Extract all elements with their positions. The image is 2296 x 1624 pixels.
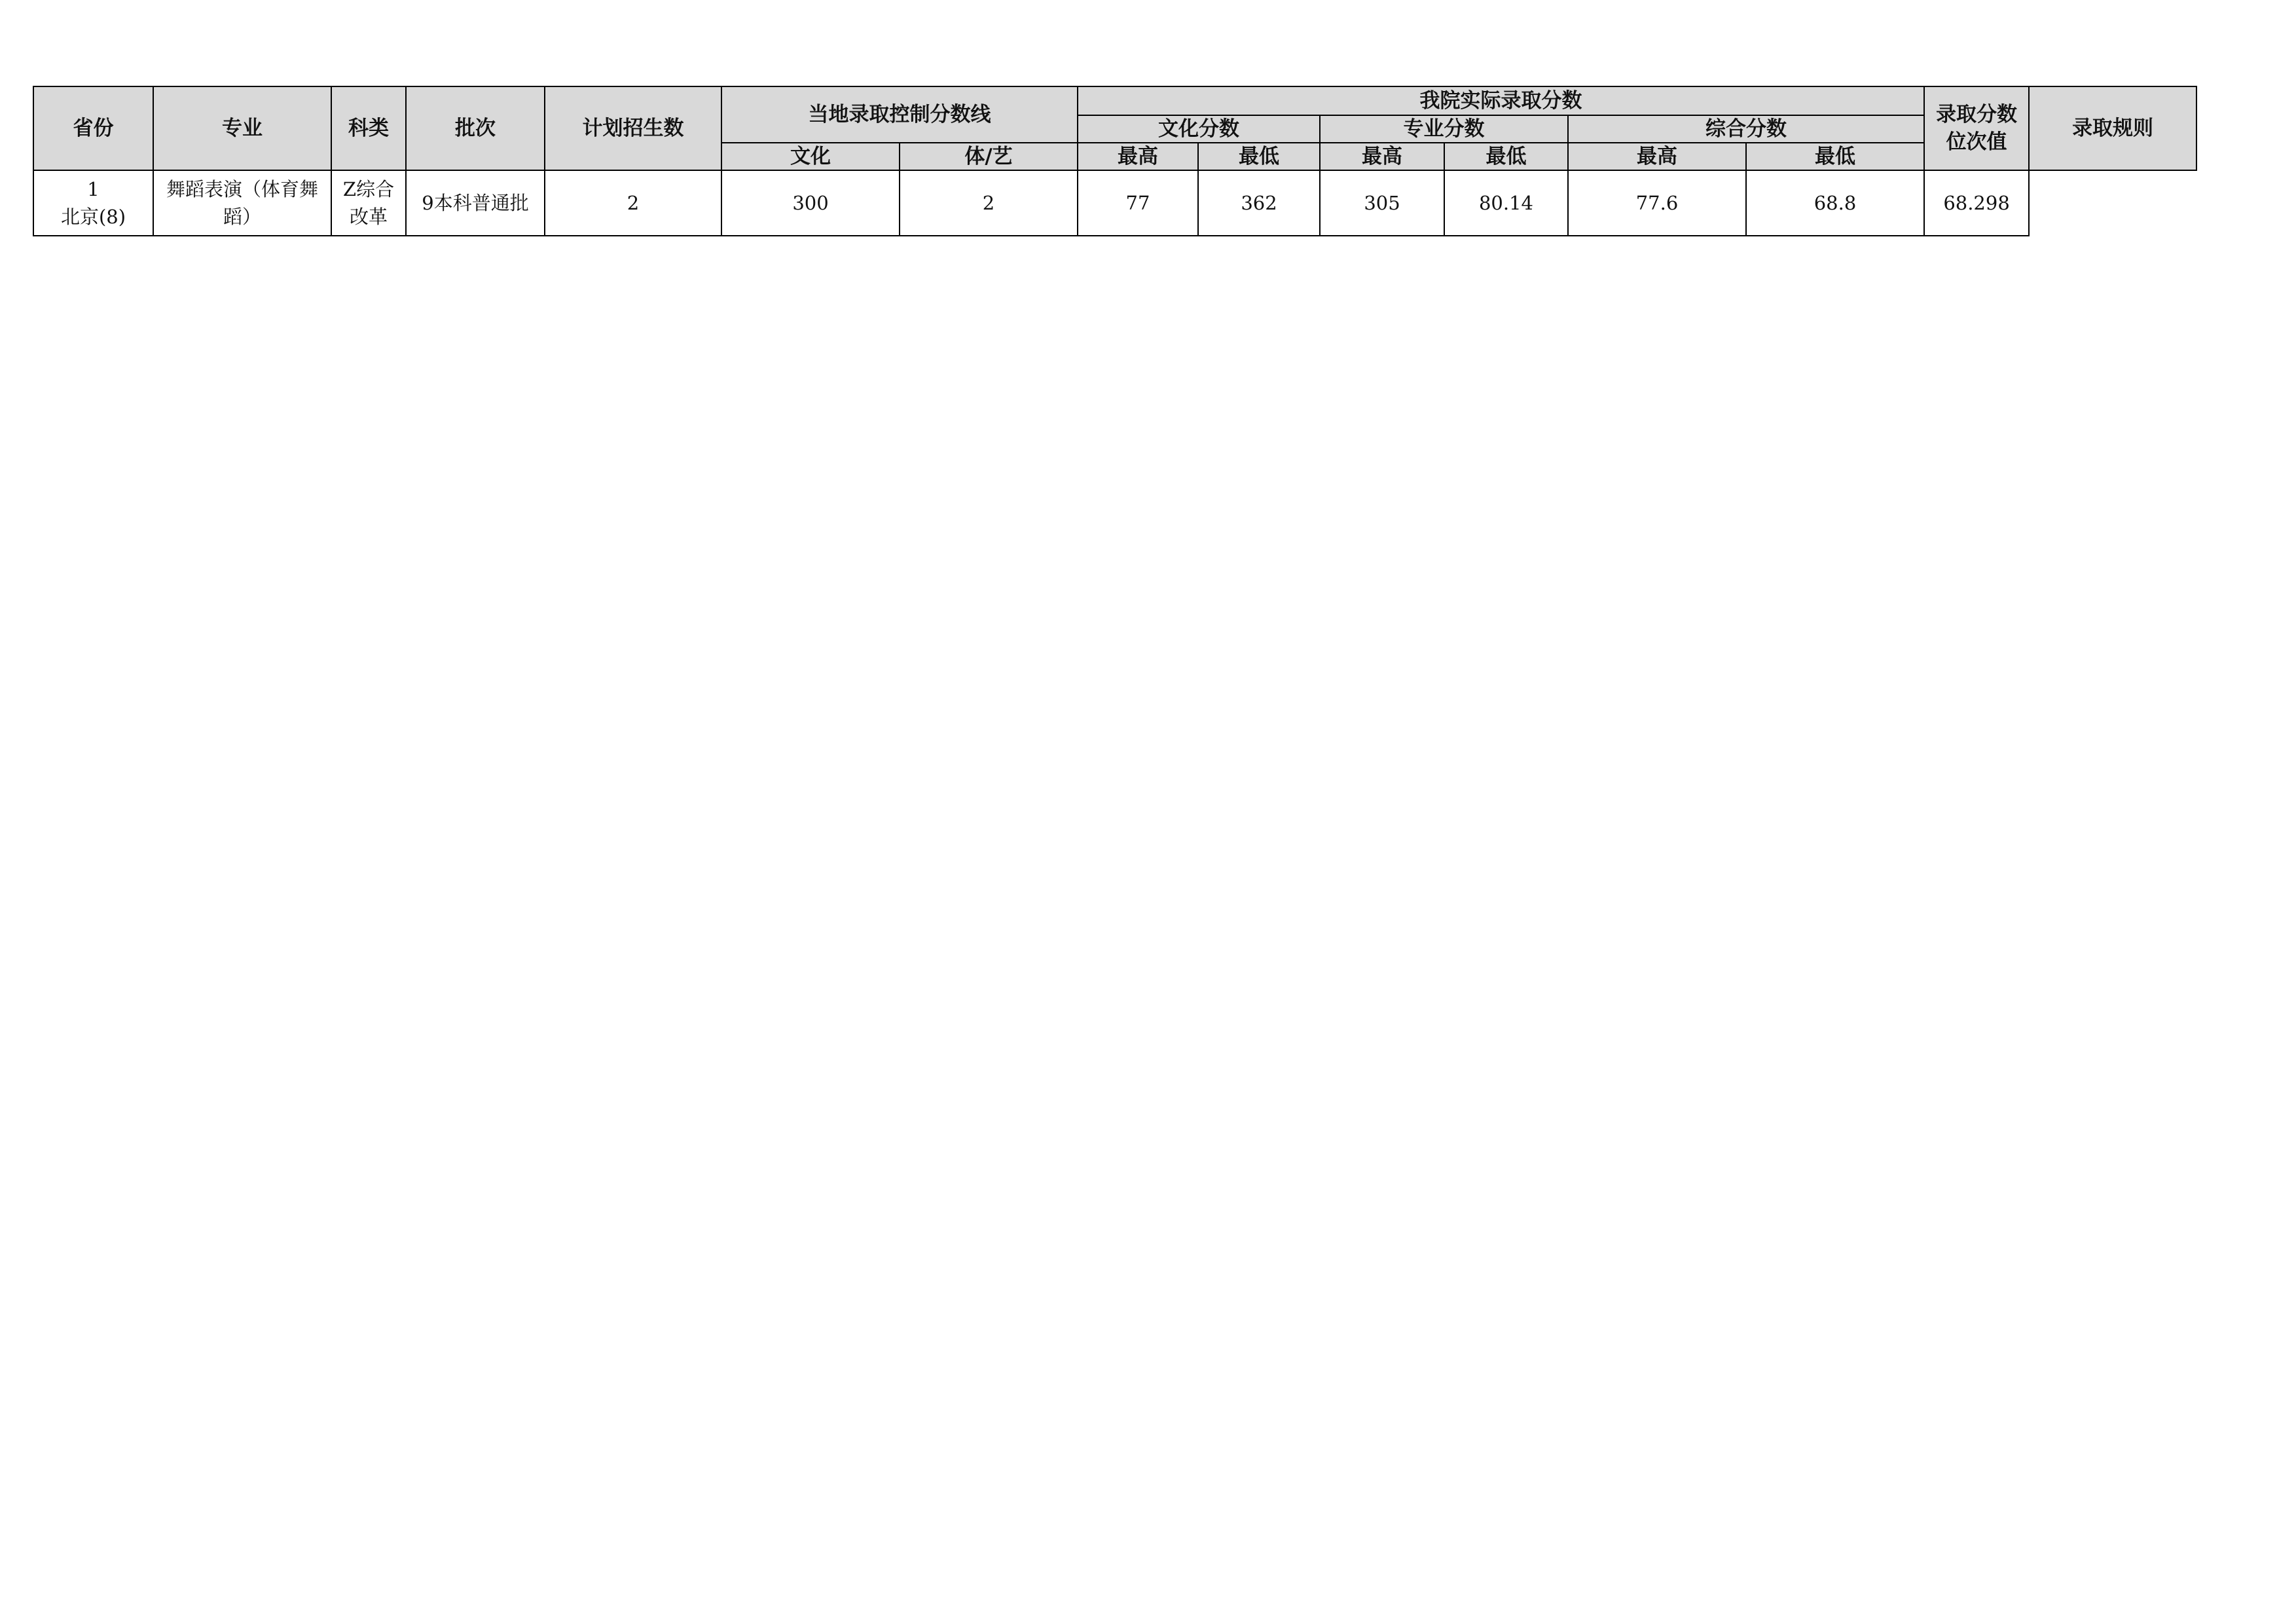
header-control-line: 当地录取控制分数线 [721, 86, 1078, 143]
header-culture-max: 最高 [1078, 143, 1198, 170]
header-actual: 我院实际录取分数 [1078, 86, 1924, 115]
total-max: 68.8 [1746, 170, 1924, 236]
control-culture: 300 [721, 170, 900, 236]
plan-count: 2 [900, 170, 1078, 236]
header-control-culture: 文化 [721, 143, 900, 170]
batch-name: 9本科普通批 [406, 170, 545, 236]
header-rule: 录取规则 [2029, 86, 2196, 170]
plan-count: 2 [545, 170, 721, 236]
table-row [33, 170, 2196, 236]
header-subject: 科类 [331, 86, 406, 170]
major-name: 舞蹈表演（体育舞蹈） [153, 170, 331, 236]
header-province: 省份 [33, 86, 153, 170]
province-beijing: 1 北京(8) [33, 170, 153, 236]
subject-type: Z综合改革 [331, 170, 406, 236]
header-total-score: 综合分数 [1568, 115, 1924, 143]
header-total-max: 最高 [1568, 143, 1746, 170]
header-batch: 批次 [406, 86, 545, 170]
header-culture-score: 文化分数 [1078, 115, 1320, 143]
pro-max: 80.14 [1444, 170, 1568, 236]
header-rank: 录取分数位次值 [1924, 86, 2029, 170]
header-plan: 计划招生数 [545, 86, 721, 170]
pro-min: 77.6 [1568, 170, 1746, 236]
total-min: 68.298 [1924, 170, 2029, 236]
control-art: 77 [1078, 170, 1198, 236]
header-total-min: 最低 [1746, 143, 1924, 170]
header-control-art: 体/艺 [900, 143, 1078, 170]
header-pro-score: 专业分数 [1320, 115, 1568, 143]
header-pro-min: 最低 [1444, 143, 1568, 170]
header-pro-max: 最高 [1320, 143, 1444, 170]
header-culture-min: 最低 [1198, 143, 1320, 170]
culture-max: 362 [1198, 170, 1320, 236]
culture-min: 305 [1320, 170, 1444, 236]
header-major: 专业 [153, 86, 331, 170]
admission-score-table [33, 86, 2197, 236]
